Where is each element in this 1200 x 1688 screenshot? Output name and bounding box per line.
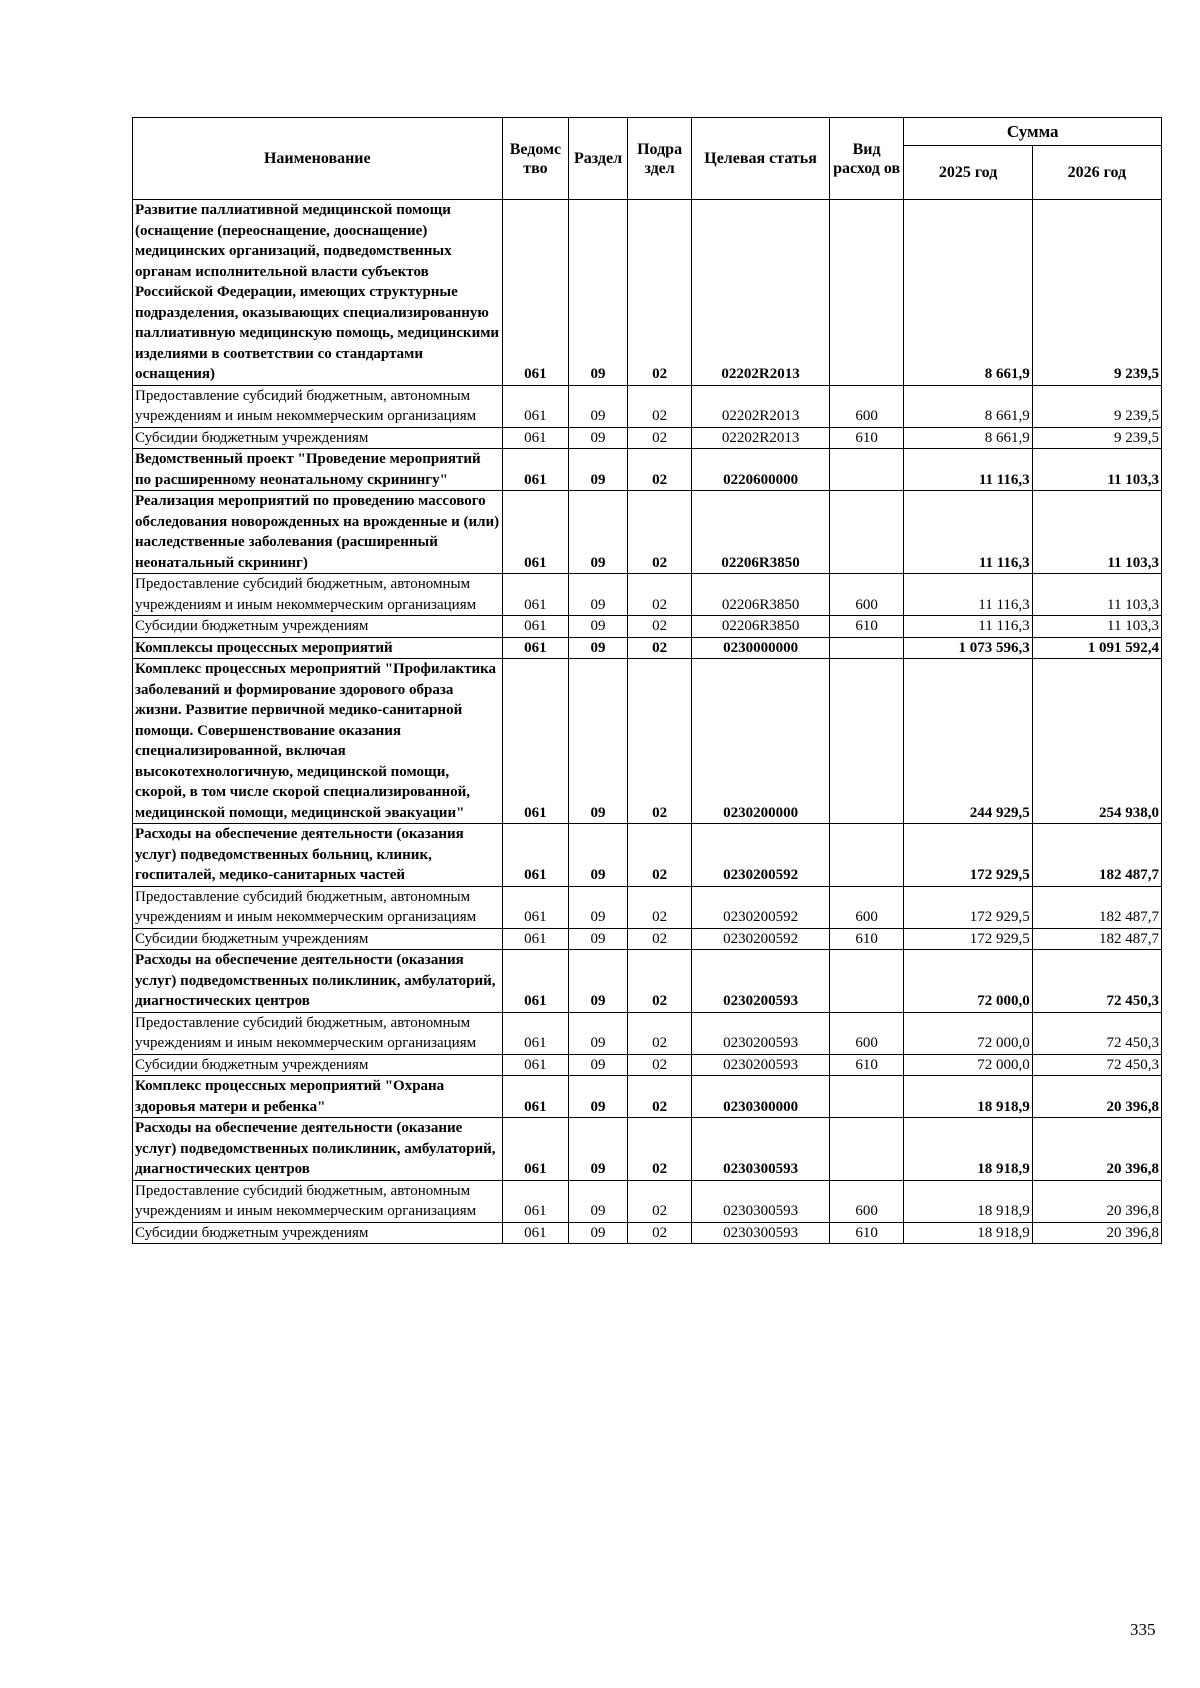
cell-vid-rashodov: 600 xyxy=(829,385,904,427)
cell-sum-2026: 11 103,3 xyxy=(1032,449,1161,491)
cell-vid-rashodov xyxy=(829,200,904,386)
table-row xyxy=(133,385,1162,427)
table-row xyxy=(133,659,1162,824)
header-celevaya-statya: Целевая статья xyxy=(692,118,829,200)
cell-sum-2026: 11 103,3 xyxy=(1032,574,1161,616)
cell-name: Реализация мероприятий по проведению массового обследования новорожденных на врожденные и (или) наследственные заболевания (расширенный неонатальный скрининг) xyxy=(133,491,503,574)
table-row xyxy=(133,950,1162,1013)
cell-vid-rashodov: 610 xyxy=(829,928,904,950)
cell-sum-2025: 18 918,9 xyxy=(904,1118,1032,1181)
cell-sum-2025: 1 073 596,3 xyxy=(904,637,1032,659)
cell-sum-2025: 72 000,0 xyxy=(904,950,1032,1013)
cell-vedomstvo: 061 xyxy=(502,574,569,616)
cell-vedomstvo: 061 xyxy=(502,200,569,386)
cell-name: Предоставление субсидий бюджетным, автономным учреждениям и иным некоммерческим организациям xyxy=(133,574,503,616)
cell-sum-2025: 18 918,9 xyxy=(904,1180,1032,1222)
cell-sum-2025: 172 929,5 xyxy=(904,928,1032,950)
cell-podrazdel: 02 xyxy=(627,616,692,638)
cell-sum-2026: 9 239,5 xyxy=(1032,385,1161,427)
table-body xyxy=(133,200,1162,1244)
cell-name: Предоставление субсидий бюджетным, автономным учреждениям и иным некоммерческим организациям xyxy=(133,385,503,427)
cell-celevaya-statya: 0230300000 xyxy=(692,1076,829,1118)
cell-podrazdel: 02 xyxy=(627,824,692,887)
cell-name: Расходы на обеспечение деятельности (оказания услуг) подведомственных поликлиник, амбулаторий, диагностических центров xyxy=(133,950,503,1013)
header-vid-rashodov: Вид расход ов xyxy=(829,118,904,200)
cell-vedomstvo: 061 xyxy=(502,659,569,824)
header-razdel: Раздел xyxy=(569,118,628,200)
cell-sum-2025: 11 116,3 xyxy=(904,574,1032,616)
cell-razdel: 09 xyxy=(569,1180,628,1222)
cell-celevaya-statya: 0230000000 xyxy=(692,637,829,659)
table-row xyxy=(133,928,1162,950)
cell-podrazdel: 02 xyxy=(627,491,692,574)
cell-vedomstvo: 061 xyxy=(502,1012,569,1054)
cell-sum-2025: 244 929,5 xyxy=(904,659,1032,824)
budget-table xyxy=(132,117,1162,1244)
cell-podrazdel: 02 xyxy=(627,1222,692,1244)
cell-name: Предоставление субсидий бюджетным, автономным учреждениям и иным некоммерческим организациям xyxy=(133,1180,503,1222)
cell-name: Комплекс процессных мероприятий "Профилактика заболеваний и формирование здорового образа жизни. Развитие первичной медико-санитарной помощи. Совершенствование оказания специализированной, включая высокотехнологичную, медицинской помощи, скорой, в том числе скорой специализированной, медицинской помощи, медицинской эвакуации" xyxy=(133,659,503,824)
cell-sum-2025: 8 661,9 xyxy=(904,200,1032,386)
cell-celevaya-statya: 0230300593 xyxy=(692,1180,829,1222)
cell-razdel: 09 xyxy=(569,950,628,1013)
cell-vedomstvo: 061 xyxy=(502,616,569,638)
header-summa: Сумма xyxy=(904,118,1162,146)
cell-razdel: 09 xyxy=(569,1222,628,1244)
cell-vid-rashodov xyxy=(829,491,904,574)
cell-name: Развитие паллиативной медицинской помощи (оснащение (переоснащение, дооснащение) медицинских организаций, подведомственных органам исполнительной власти субъектов Российской Федерации, имеющих структурные подразделения, оказывающих специализированную паллиативную медицинскую помощь, медицинскими изделиями в соответствии со стандартами оснащения) xyxy=(133,200,503,386)
header-year-2026: 2026 год xyxy=(1032,146,1161,200)
cell-sum-2026: 182 487,7 xyxy=(1032,928,1161,950)
header-vedomstvo: Ведомс тво xyxy=(502,118,569,200)
cell-podrazdel: 02 xyxy=(627,1180,692,1222)
table-row xyxy=(133,637,1162,659)
cell-celevaya-statya: 02206R3850 xyxy=(692,491,829,574)
cell-vid-rashodov xyxy=(829,1118,904,1181)
cell-podrazdel: 02 xyxy=(627,1054,692,1076)
cell-sum-2026: 20 396,8 xyxy=(1032,1180,1161,1222)
cell-sum-2025: 8 661,9 xyxy=(904,427,1032,449)
table-row xyxy=(133,1222,1162,1244)
cell-sum-2026: 11 103,3 xyxy=(1032,491,1161,574)
table-row xyxy=(133,1054,1162,1076)
cell-celevaya-statya: 02202R2013 xyxy=(692,200,829,386)
header-year-2025: 2025 год xyxy=(904,146,1032,200)
cell-celevaya-statya: 0230200593 xyxy=(692,1054,829,1076)
cell-celevaya-statya: 0230200592 xyxy=(692,824,829,887)
cell-name: Субсидии бюджетным учреждениям xyxy=(133,616,503,638)
cell-sum-2026: 254 938,0 xyxy=(1032,659,1161,824)
table-row xyxy=(133,1012,1162,1054)
cell-razdel: 09 xyxy=(569,659,628,824)
table-row xyxy=(133,616,1162,638)
cell-celevaya-statya: 02206R3850 xyxy=(692,616,829,638)
cell-vid-rashodov xyxy=(829,659,904,824)
cell-sum-2026: 72 450,3 xyxy=(1032,950,1161,1013)
table-row xyxy=(133,1118,1162,1181)
cell-celevaya-statya: 0230300593 xyxy=(692,1222,829,1244)
cell-podrazdel: 02 xyxy=(627,1076,692,1118)
cell-vid-rashodov: 600 xyxy=(829,886,904,928)
cell-celevaya-statya: 0230200593 xyxy=(692,950,829,1013)
cell-name: Расходы на обеспечение деятельности (оказание услуг) подведомственных поликлиник, амбулаторий, диагностических центров xyxy=(133,1118,503,1181)
header-podrazdel: Подра здел xyxy=(627,118,692,200)
cell-celevaya-statya: 0230300593 xyxy=(692,1118,829,1181)
cell-podrazdel: 02 xyxy=(627,427,692,449)
cell-sum-2026: 11 103,3 xyxy=(1032,616,1161,638)
cell-vedomstvo: 061 xyxy=(502,385,569,427)
cell-razdel: 09 xyxy=(569,637,628,659)
cell-podrazdel: 02 xyxy=(627,950,692,1013)
cell-vedomstvo: 061 xyxy=(502,1222,569,1244)
cell-vedomstvo: 061 xyxy=(502,637,569,659)
cell-sum-2026: 182 487,7 xyxy=(1032,824,1161,887)
cell-razdel: 09 xyxy=(569,385,628,427)
table-row xyxy=(133,491,1162,574)
cell-podrazdel: 02 xyxy=(627,449,692,491)
cell-podrazdel: 02 xyxy=(627,1012,692,1054)
cell-vedomstvo: 061 xyxy=(502,449,569,491)
cell-vid-rashodov: 610 xyxy=(829,427,904,449)
cell-podrazdel: 02 xyxy=(627,637,692,659)
cell-podrazdel: 02 xyxy=(627,928,692,950)
cell-name: Комплекс процессных мероприятий "Охрана здоровья матери и ребенка" xyxy=(133,1076,503,1118)
cell-razdel: 09 xyxy=(569,200,628,386)
cell-podrazdel: 02 xyxy=(627,385,692,427)
cell-vedomstvo: 061 xyxy=(502,1076,569,1118)
cell-celevaya-statya: 0230200593 xyxy=(692,1012,829,1054)
cell-vid-rashodov: 600 xyxy=(829,1012,904,1054)
cell-celevaya-statya: 02206R3850 xyxy=(692,574,829,616)
cell-vedomstvo: 061 xyxy=(502,1054,569,1076)
cell-name: Субсидии бюджетным учреждениям xyxy=(133,1222,503,1244)
cell-razdel: 09 xyxy=(569,886,628,928)
cell-razdel: 09 xyxy=(569,1054,628,1076)
page-number: 335 xyxy=(1130,1620,1156,1639)
cell-celevaya-statya: 0220600000 xyxy=(692,449,829,491)
table-row xyxy=(133,427,1162,449)
cell-name: Предоставление субсидий бюджетным, автономным учреждениям и иным некоммерческим организациям xyxy=(133,886,503,928)
cell-razdel: 09 xyxy=(569,427,628,449)
cell-sum-2025: 172 929,5 xyxy=(904,824,1032,887)
cell-vid-rashodov: 600 xyxy=(829,574,904,616)
cell-vedomstvo: 061 xyxy=(502,886,569,928)
cell-sum-2026: 72 450,3 xyxy=(1032,1012,1161,1054)
cell-vid-rashodov xyxy=(829,449,904,491)
cell-sum-2025: 11 116,3 xyxy=(904,449,1032,491)
table-row xyxy=(133,200,1162,386)
cell-vedomstvo: 061 xyxy=(502,427,569,449)
cell-podrazdel: 02 xyxy=(627,659,692,824)
cell-sum-2025: 72 000,0 xyxy=(904,1054,1032,1076)
cell-celevaya-statya: 0230200592 xyxy=(692,928,829,950)
cell-name: Субсидии бюджетным учреждениям xyxy=(133,1054,503,1076)
cell-vedomstvo: 061 xyxy=(502,1118,569,1181)
cell-vedomstvo: 061 xyxy=(502,491,569,574)
cell-sum-2025: 11 116,3 xyxy=(904,491,1032,574)
cell-sum-2026: 9 239,5 xyxy=(1032,200,1161,386)
cell-sum-2025: 18 918,9 xyxy=(904,1076,1032,1118)
cell-vid-rashodov xyxy=(829,950,904,1013)
cell-vid-rashodov xyxy=(829,824,904,887)
table-row xyxy=(133,449,1162,491)
cell-razdel: 09 xyxy=(569,1076,628,1118)
cell-podrazdel: 02 xyxy=(627,1118,692,1181)
cell-podrazdel: 02 xyxy=(627,574,692,616)
cell-celevaya-statya: 0230200000 xyxy=(692,659,829,824)
cell-sum-2026: 1 091 592,4 xyxy=(1032,637,1161,659)
cell-vid-rashodov xyxy=(829,637,904,659)
table-row xyxy=(133,886,1162,928)
cell-vid-rashodov: 610 xyxy=(829,616,904,638)
cell-name: Ведомственный проект "Проведение мероприятий по расширенному неонатальному скринингу" xyxy=(133,449,503,491)
cell-celevaya-statya: 02202R2013 xyxy=(692,385,829,427)
cell-razdel: 09 xyxy=(569,1012,628,1054)
cell-sum-2025: 8 661,9 xyxy=(904,385,1032,427)
cell-celevaya-statya: 0230200592 xyxy=(692,886,829,928)
cell-razdel: 09 xyxy=(569,1118,628,1181)
cell-razdel: 09 xyxy=(569,574,628,616)
cell-vedomstvo: 061 xyxy=(502,1180,569,1222)
cell-vid-rashodov: 610 xyxy=(829,1222,904,1244)
cell-razdel: 09 xyxy=(569,928,628,950)
cell-vedomstvo: 061 xyxy=(502,950,569,1013)
cell-vid-rashodov xyxy=(829,1076,904,1118)
cell-vedomstvo: 061 xyxy=(502,824,569,887)
cell-sum-2025: 172 929,5 xyxy=(904,886,1032,928)
cell-vedomstvo: 061 xyxy=(502,928,569,950)
cell-vid-rashodov: 610 xyxy=(829,1054,904,1076)
cell-name: Расходы на обеспечение деятельности (оказания услуг) подведомственных больниц, клиник, госпиталей, медико-санитарных частей xyxy=(133,824,503,887)
cell-sum-2026: 9 239,5 xyxy=(1032,427,1161,449)
cell-sum-2026: 20 396,8 xyxy=(1032,1118,1161,1181)
cell-razdel: 09 xyxy=(569,824,628,887)
cell-sum-2026: 72 450,3 xyxy=(1032,1054,1161,1076)
cell-sum-2026: 182 487,7 xyxy=(1032,886,1161,928)
cell-name: Субсидии бюджетным учреждениям xyxy=(133,928,503,950)
table-row xyxy=(133,824,1162,887)
cell-razdel: 09 xyxy=(569,491,628,574)
cell-name: Предоставление субсидий бюджетным, автономным учреждениям и иным некоммерческим организациям xyxy=(133,1012,503,1054)
cell-sum-2026: 20 396,8 xyxy=(1032,1222,1161,1244)
cell-sum-2025: 11 116,3 xyxy=(904,616,1032,638)
cell-podrazdel: 02 xyxy=(627,200,692,386)
cell-sum-2025: 18 918,9 xyxy=(904,1222,1032,1244)
cell-sum-2026: 20 396,8 xyxy=(1032,1076,1161,1118)
cell-celevaya-statya: 02202R2013 xyxy=(692,427,829,449)
cell-name: Комплексы процессных мероприятий xyxy=(133,637,503,659)
cell-sum-2025: 72 000,0 xyxy=(904,1012,1032,1054)
table-row xyxy=(133,574,1162,616)
cell-vid-rashodov: 600 xyxy=(829,1180,904,1222)
cell-razdel: 09 xyxy=(569,616,628,638)
table-row xyxy=(133,1180,1162,1222)
cell-podrazdel: 02 xyxy=(627,886,692,928)
cell-name: Субсидии бюджетным учреждениям xyxy=(133,427,503,449)
table-row xyxy=(133,1076,1162,1118)
cell-razdel: 09 xyxy=(569,449,628,491)
header-name: Наименование xyxy=(133,118,503,200)
